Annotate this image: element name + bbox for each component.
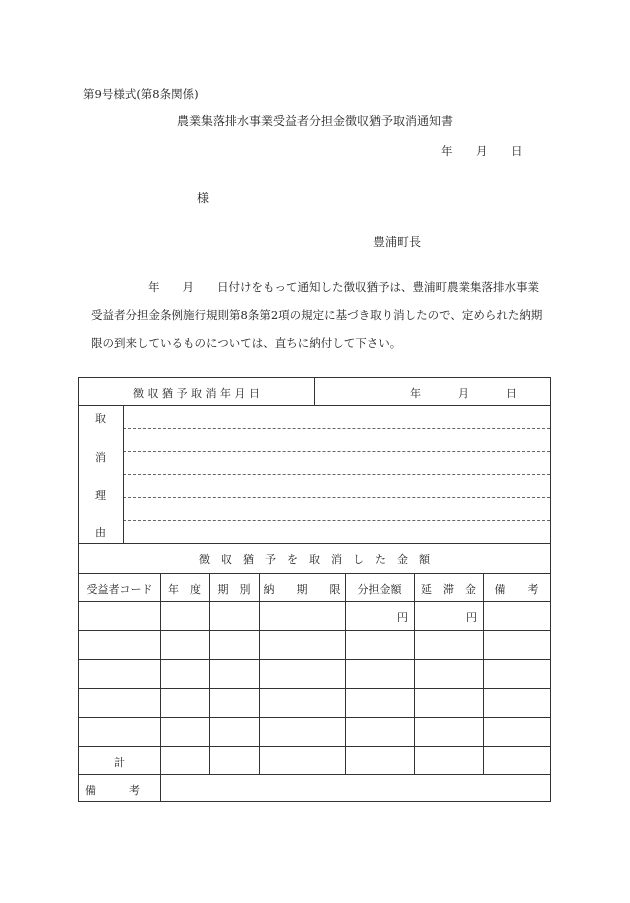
notice-body-line-3: 限の到来しているものについては、直ちに納付して下さい。	[91, 336, 402, 350]
document-title: 農業集落排水事業受益者分担金徴収猶予取消通知書	[176, 114, 453, 128]
reason-label-char: 取	[95, 412, 106, 425]
notice-body-line-2: 受益者分担金条例施行規則第8条第2項の規定に基づき取り消したので、定められた納期	[91, 308, 543, 322]
issue-date-year: 年	[441, 144, 453, 158]
cancel-date-month: 月	[458, 387, 469, 400]
cancel-date-day: 日	[506, 387, 517, 400]
notice-body	[91, 273, 561, 357]
reason-label-char: 消	[95, 451, 106, 464]
notice-body-line-1: 年 月 日付けをもって通知した徴収猶予は、豊浦町農業集落排水事業	[148, 280, 539, 294]
remarks-label: 備 考	[85, 784, 140, 797]
reason-label-char: 由	[95, 526, 106, 539]
total-label: 計	[114, 756, 125, 769]
amount-section-title: 徴 収 猶 予 を 取 消 し た 金 額	[199, 553, 430, 566]
issue-date-day: 日	[511, 144, 523, 158]
late-fee-yen-unit: 円	[466, 611, 477, 624]
column-header-year: 年 度	[168, 583, 201, 596]
form-number: 第9号様式(第8条関係)	[83, 87, 199, 101]
cancellation-table	[78, 377, 551, 802]
column-header-amount: 分担金額	[357, 583, 402, 596]
column-header-period: 期 別	[217, 583, 251, 596]
column-header-due-date: 納 期 限	[263, 583, 341, 596]
issuer-name: 豊浦町長	[373, 235, 422, 249]
column-header-late-fee: 延 滞 金	[421, 583, 476, 596]
reason-label-char: 理	[95, 489, 106, 502]
issue-date-month: 月	[476, 144, 488, 158]
amount-yen-unit: 円	[397, 611, 408, 624]
recipient-honorific: 様	[197, 191, 210, 205]
column-header-code: 受益者コード	[86, 583, 153, 596]
cancel-date-year: 年	[410, 387, 421, 400]
cancel-date-label: 徴 収 猶 予 取 消 年 月 日	[133, 387, 260, 400]
column-header-remarks: 備 考	[494, 583, 539, 596]
